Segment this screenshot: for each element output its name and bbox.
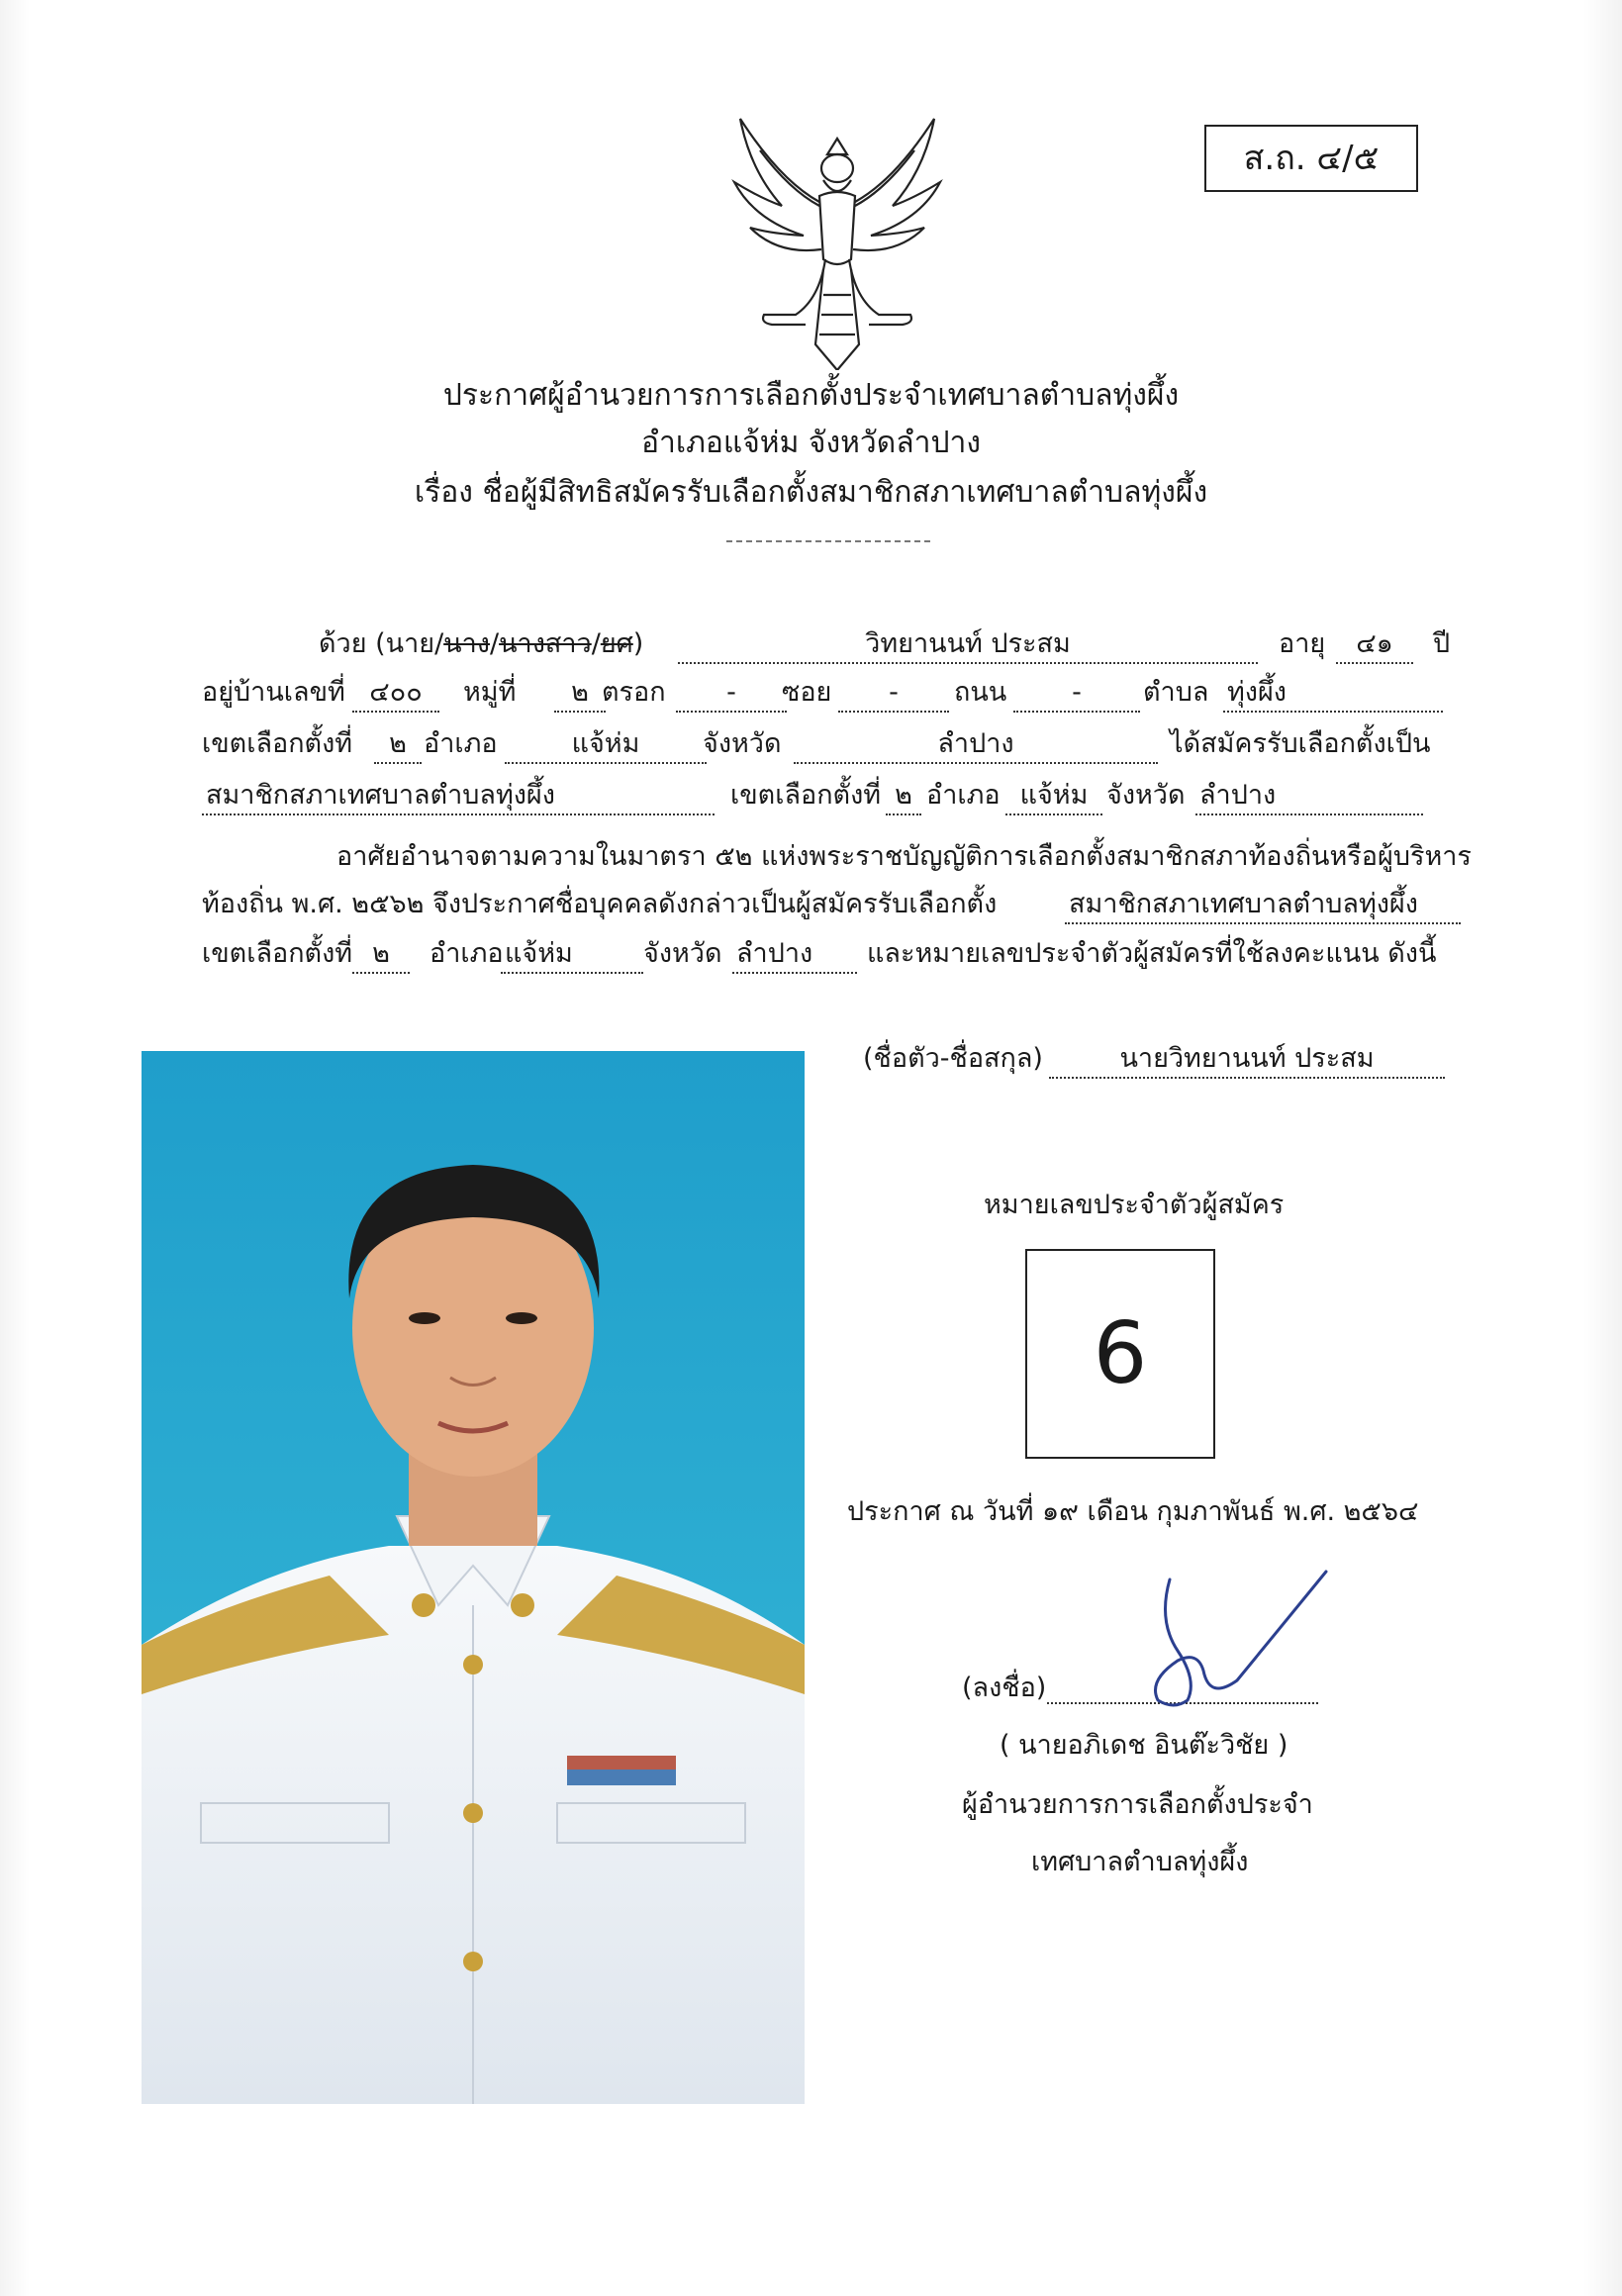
candidate-number-box: 6	[1025, 1249, 1215, 1459]
trok-label: ตรอก	[602, 677, 666, 708]
soi-field: -	[838, 675, 949, 713]
para2-suffix: และหมายเลขประจำตัวผู้สมัครที่ใช้ลงคะแนน ดังนี้	[867, 938, 1437, 969]
para2-province-label: จังหวัด	[643, 938, 722, 969]
signature-label: (ลงชื่อ)	[962, 1673, 1047, 1703]
amphoe-label: อำเภอ	[424, 728, 498, 759]
signer-title-line2: เทศบาลตำบลทุ่งผึ้ง	[1031, 1847, 1249, 1877]
age-field: ๔๑	[1336, 626, 1413, 664]
para1-line1	[319, 626, 643, 662]
form-number-box: ส.ถ. ๔/๕	[1204, 125, 1418, 192]
age-label: อายุ	[1279, 628, 1326, 659]
house-number-field: ๔๐๐	[352, 675, 439, 713]
district-label-2: เขตเลือกตั้งที่	[730, 780, 882, 811]
amphoe-field: แจ้ห่ม	[505, 726, 707, 764]
para2-province-field: ลำปาง	[732, 936, 857, 974]
title-prefix: ด้วย (นาย/	[319, 628, 444, 659]
candidate-name-field: นายวิทยานนท์ ประสม	[1049, 1041, 1445, 1079]
para2-district-field: ๒	[352, 936, 410, 974]
amphoe-field-2: แจ้ห่ม	[1005, 778, 1102, 815]
position-field: สมาชิกสภาเทศบาลตำบลทุ่งผึ้ง	[202, 778, 715, 815]
signer-title-line1: ผู้อำนวยการการเลือกตั้งประจำ	[962, 1789, 1313, 1820]
para2-amphoe-label: อำเภอ	[429, 938, 504, 969]
district-field: ๒	[374, 726, 422, 764]
district-field-2: ๒	[886, 778, 921, 815]
candidate-number-label: หมายเลขประจำตัวผู้สมัคร	[984, 1190, 1285, 1220]
province-field: ลำปาง	[794, 726, 1158, 764]
garuda-emblem-icon	[720, 111, 954, 370]
trok-field: -	[676, 675, 787, 713]
soi-label: ซอย	[782, 677, 832, 708]
province-field-2: ลำปาง	[1195, 778, 1423, 815]
announcement-date: ประกาศ ณ วันที่ ๑๙ เดือน กุมภาพันธ์ พ.ศ. ๒๕๖๔	[847, 1496, 1419, 1527]
announcement-subject: เรื่อง ชื่อผู้มีสิทธิสมัครรับเลือกตั้งสมาชิกสภาเทศบาลตำบลทุ่งผึ้ง	[414, 475, 1208, 510]
tambon-field: ทุ่งผึ้ง	[1223, 675, 1443, 713]
title-slash: /	[489, 628, 500, 659]
road-label: ถนน	[954, 677, 1007, 708]
house-label: อยู่บ้านเลขที่	[202, 677, 345, 708]
para2-line1: อาศัยอำนาจตามความในมาตรา ๕๒ แห่งพระราชบัญญัติการเลือกตั้งสมาชิกสภาท้องถิ่นหรือผู้บริหาร	[336, 841, 1472, 872]
district-label: เขตเลือกตั้งที่	[202, 728, 353, 759]
para2-amphoe-field: แจ้ห่ม	[501, 936, 643, 974]
moo-field: ๒	[554, 675, 606, 713]
moo-label: หมู่ที่	[463, 677, 517, 708]
announcement-location: อำเภอแจ้ห่ม จังหวัดลำปาง	[640, 426, 981, 460]
province-label-2: จังหวัด	[1106, 780, 1186, 811]
tambon-label: ตำบล	[1143, 677, 1209, 708]
applicant-name-field: วิทยานนท์ ประสม	[678, 626, 1258, 664]
title-option-miss: นางสาว	[499, 628, 592, 659]
title-option-rank: ยศ	[600, 628, 633, 659]
para2-district-label: เขตเลือกตั้งที่	[202, 938, 353, 969]
age-unit: ปี	[1433, 628, 1451, 659]
header-divider	[726, 540, 930, 542]
signer-name: ( นายอภิเดช อินต๊ะวิชัย )	[1000, 1730, 1288, 1761]
candidate-photo	[142, 1051, 805, 2104]
title-slash: /	[591, 628, 601, 659]
handwritten-signature	[1118, 1562, 1346, 1712]
title-close: )	[632, 628, 644, 659]
para2-line2: ท้องถิ่น พ.ศ. ๒๕๖๒ จึงประกาศชื่อบุคคลดังกล่าวเป็นผู้สมัครรับเลือกตั้ง	[202, 889, 998, 919]
announcement-title: ประกาศผู้อำนวยการการเลือกตั้งประจำเทศบาลตำบลทุ่งผึ้ง	[442, 378, 1180, 413]
candidate-name-label: (ชื่อตัว-ชื่อสกุล)	[863, 1043, 1043, 1074]
para2-position-field: สมาชิกสภาเทศบาลตำบลทุ่งผึ้ง	[1065, 887, 1461, 924]
amphoe-label-2: อำเภอ	[926, 780, 1001, 811]
title-option-mrs: นาง	[443, 628, 490, 659]
road-field: -	[1013, 675, 1140, 713]
province-label: จังหวัด	[703, 728, 782, 759]
applied-text: ได้สมัครรับเลือกตั้งเป็น	[1170, 728, 1431, 759]
